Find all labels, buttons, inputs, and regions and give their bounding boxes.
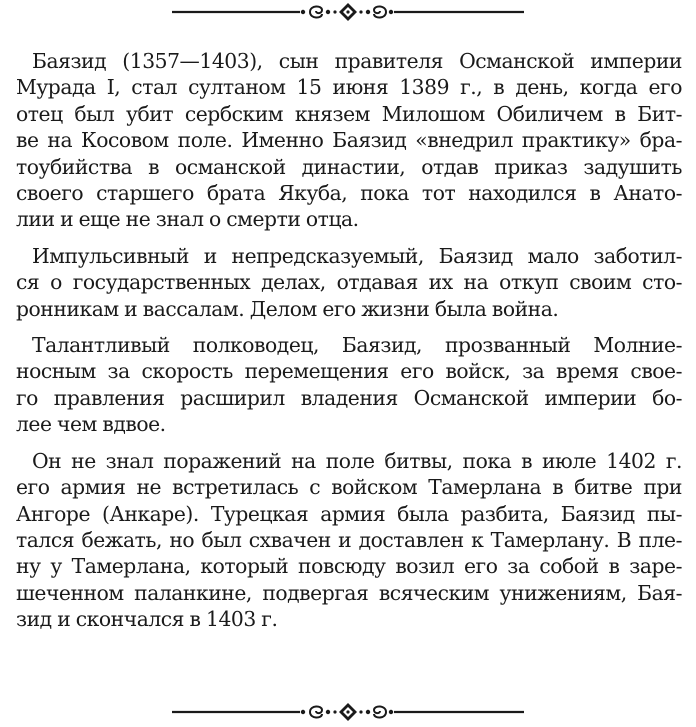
text-line: его армия не встретилась с войском Тамерлана в битве при (16, 475, 682, 500)
text-line: носным за скорость перемещения его войск, за время свое- (16, 359, 682, 384)
text-line: лее чем вдвое. (16, 412, 166, 437)
text-line: лии и еще не знал о смерти отца. (16, 207, 359, 232)
text-line: Мурада I, стал султаном 15 июня 1389 г., в день, когда его (16, 75, 682, 100)
text-line: Ангоре (Анкаре). Турецкая армия была разбита, Баязид пы- (16, 501, 682, 526)
text-line: ронникам и вассалам. Делом его жизни была война. (16, 296, 559, 321)
text-line: тоубийства в османской династии, отдав приказ задушить (16, 154, 682, 179)
text-line: отец был убит сербским князем Милошом Обиличем в Бит- (16, 101, 682, 126)
text-line: ну у Тамерлана, который повсюду возил его за собой в заре- (16, 554, 682, 579)
text-line: го правления расширил владения Османской империи бо- (16, 385, 682, 410)
text-line: Он не знал поражений на поле битвы, пока в июле 1402 г. (32, 448, 682, 473)
text-line: ве на Косовом поле. Именно Баязид «внедрил практику» бра- (16, 128, 682, 153)
text-line: Талантливый полководец, Баязид, прозванный Молние- (32, 333, 682, 358)
text-line: тался бежать, но был схвачен и доставлен к Тамерлану. В пле- (16, 527, 682, 552)
article-body (16, 48, 682, 643)
paragraph-2 (16, 243, 682, 322)
paragraph-4 (16, 448, 682, 633)
ornament-icon (172, 3, 524, 21)
ornament-icon (172, 703, 524, 721)
text-line: ся о государственных делах, отдавая их на откуп своим сто- (16, 270, 682, 295)
text-line: Импульсивный и непредсказуемый, Баязид мало заботил- (32, 243, 682, 268)
paragraph-3 (16, 332, 682, 438)
paragraph-1 (16, 48, 682, 233)
bottom-ornament-divider (0, 697, 696, 727)
top-ornament-divider (0, 0, 696, 30)
text-line: зид и скончался в 1403 г. (16, 607, 278, 632)
text-line: Баязид (1357—1403), сын правителя Османской империи (32, 49, 682, 73)
text-line: своего старшего брата Якуба, пока тот находился в Анато- (16, 181, 682, 206)
text-line: шеченном паланкине, подвергая всяческим унижениям, Бая- (16, 580, 682, 605)
